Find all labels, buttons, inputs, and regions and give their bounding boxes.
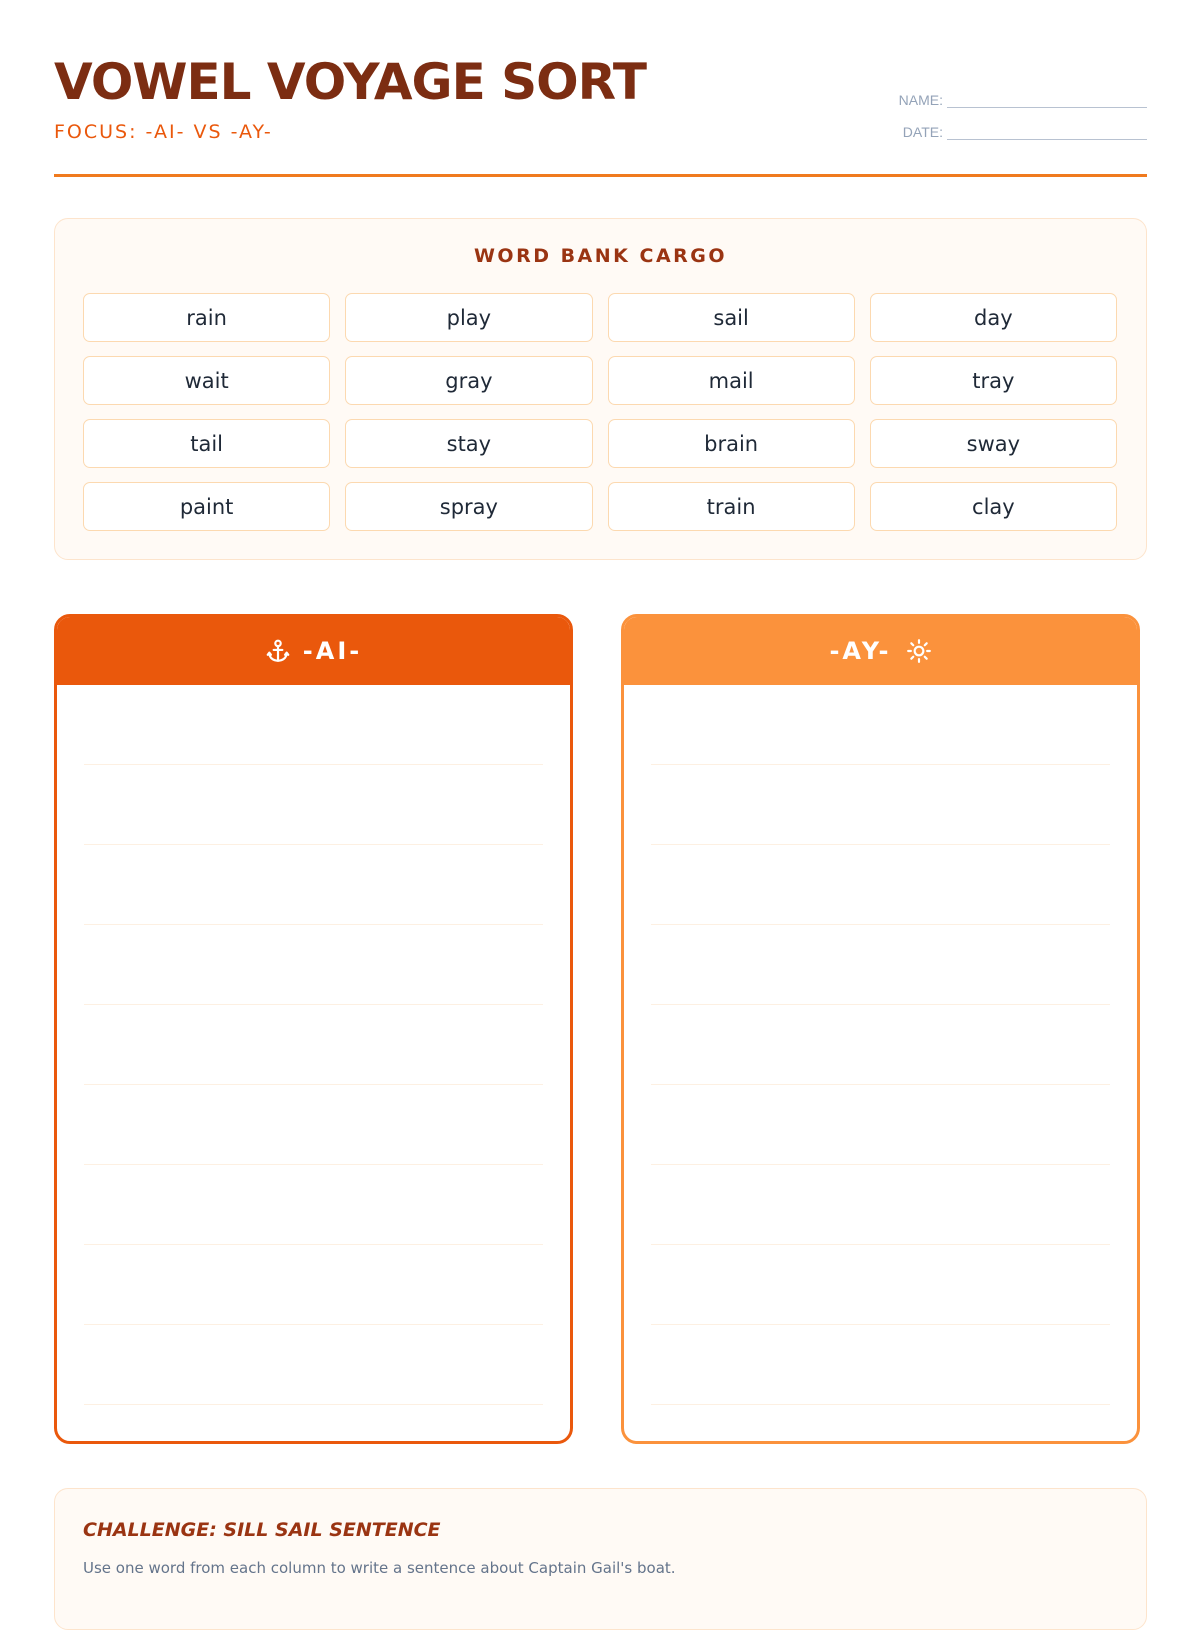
word-chip[interactable]: sail bbox=[608, 293, 855, 342]
writing-line[interactable] bbox=[84, 1085, 543, 1165]
word-chip[interactable]: tail bbox=[83, 419, 330, 468]
page-subtitle: FOCUS: -AI- VS -AY- bbox=[54, 121, 273, 143]
writing-line[interactable] bbox=[84, 925, 543, 1005]
ay-writing-area[interactable] bbox=[651, 685, 1110, 1405]
page-title: VOWEL VOYAGE SORT bbox=[54, 53, 647, 111]
writing-line[interactable] bbox=[651, 845, 1110, 925]
word-chip[interactable]: clay bbox=[870, 482, 1117, 531]
ai-writing-area[interactable] bbox=[84, 685, 543, 1405]
ay-column-label: -AY- bbox=[829, 637, 892, 665]
writing-line[interactable] bbox=[651, 685, 1110, 765]
ay-column-header bbox=[624, 617, 1137, 685]
header-divider bbox=[54, 174, 1147, 177]
word-chip[interactable]: paint bbox=[83, 482, 330, 531]
name-label: NAME: bbox=[898, 92, 943, 108]
writing-line[interactable] bbox=[651, 1245, 1110, 1325]
date-field[interactable] bbox=[903, 124, 1147, 140]
word-chip[interactable]: sway bbox=[870, 419, 1117, 468]
word-bank bbox=[54, 218, 1147, 560]
writing-line[interactable] bbox=[651, 1005, 1110, 1085]
challenge-instructions: Use one word from each column to write a sentence about Captain Gail's boat. bbox=[83, 1559, 676, 1577]
writing-line[interactable] bbox=[651, 1085, 1110, 1165]
ai-column-header bbox=[57, 617, 570, 685]
writing-line[interactable] bbox=[84, 765, 543, 845]
word-chip[interactable]: train bbox=[608, 482, 855, 531]
word-chip[interactable]: spray bbox=[345, 482, 592, 531]
writing-line[interactable] bbox=[84, 1165, 543, 1245]
word-chip[interactable]: tray bbox=[870, 356, 1117, 405]
writing-line[interactable] bbox=[651, 1165, 1110, 1245]
word-bank-grid bbox=[83, 293, 1117, 531]
name-field[interactable] bbox=[899, 92, 1147, 108]
word-bank-title: WORD BANK CARGO bbox=[473, 245, 728, 267]
writing-line[interactable] bbox=[651, 765, 1110, 845]
word-chip[interactable]: gray bbox=[345, 356, 592, 405]
word-chip[interactable]: stay bbox=[345, 419, 592, 468]
word-chip[interactable]: mail bbox=[608, 356, 855, 405]
ai-column bbox=[54, 614, 573, 1444]
writing-line[interactable] bbox=[84, 685, 543, 765]
writing-line[interactable] bbox=[84, 1245, 543, 1325]
writing-line[interactable] bbox=[651, 925, 1110, 1005]
challenge-title: CHALLENGE: SILL SAIL SENTENCE bbox=[83, 1519, 441, 1541]
date-label: DATE: bbox=[902, 124, 943, 140]
name-line[interactable] bbox=[947, 93, 1147, 108]
challenge-box bbox=[54, 1488, 1147, 1630]
writing-line[interactable] bbox=[651, 1325, 1110, 1405]
date-line[interactable] bbox=[947, 125, 1147, 140]
sun-icon bbox=[906, 638, 932, 664]
word-chip[interactable]: wait bbox=[83, 356, 330, 405]
word-chip[interactable]: play bbox=[345, 293, 592, 342]
writing-line[interactable] bbox=[84, 845, 543, 925]
word-chip[interactable]: brain bbox=[608, 419, 855, 468]
word-chip[interactable]: rain bbox=[83, 293, 330, 342]
word-chip[interactable]: day bbox=[870, 293, 1117, 342]
anchor-icon bbox=[265, 638, 291, 664]
ay-column bbox=[621, 614, 1140, 1444]
writing-line[interactable] bbox=[84, 1325, 543, 1405]
writing-line[interactable] bbox=[84, 1005, 543, 1085]
ai-column-label: -AI- bbox=[302, 637, 363, 665]
